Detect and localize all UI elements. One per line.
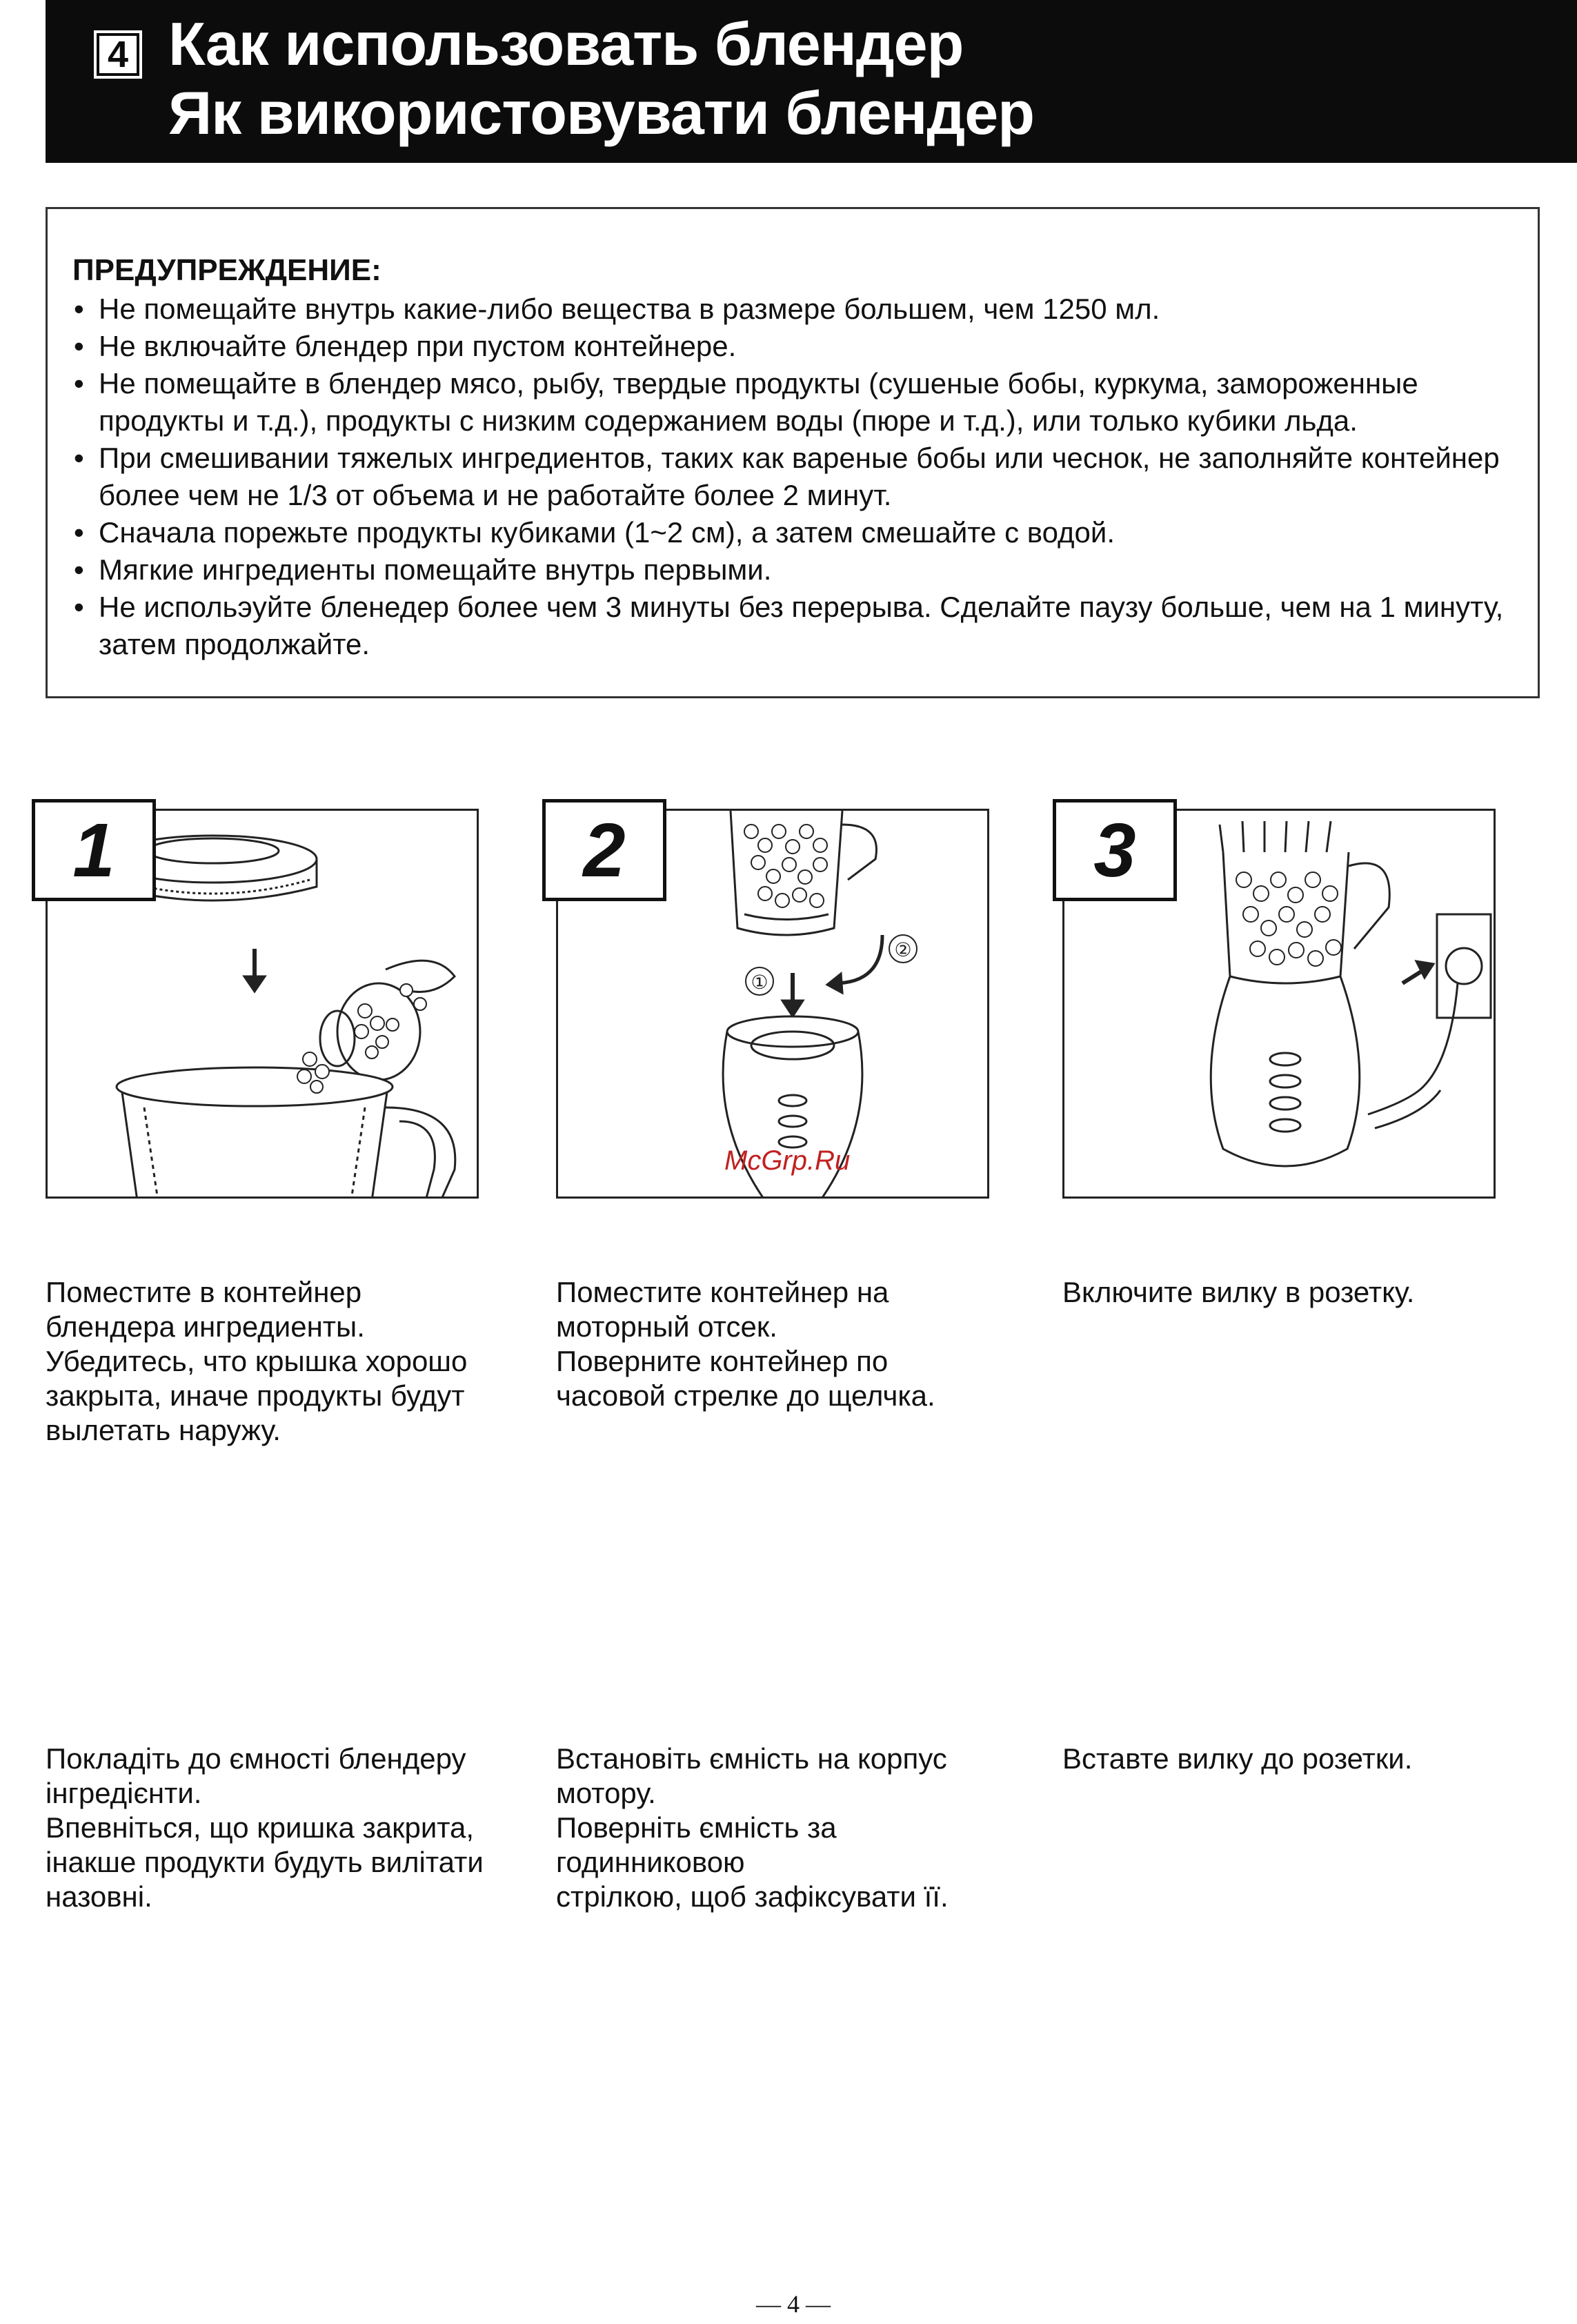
page-number: — 4 — xyxy=(756,2290,831,2318)
step-1-caption-uk: Покладіть до ємності блендеру інгредієнти. Впевніться, що кришка закрита, інакше продукти будуть вилітати назовні. xyxy=(46,1742,484,1913)
section-number-badge: 4 xyxy=(94,30,142,79)
warning-box xyxy=(46,207,1540,698)
step-1-caption-ru: Поместите в контейнер блендера ингредиенты. Убедитесь, что крышка хорошо закрыта, иначе продукты будут вылетать наружу. xyxy=(46,1276,468,1446)
warning-item: • Не испольэуйте бленедер более чем 3 минуты без перерыва. Сделайте паузу больше, чем на 1 минуту, затем продолжайте. xyxy=(72,589,1521,663)
title-uk: Як використовувати блендер xyxy=(168,79,1034,147)
warning-title: ПРЕДУПРЕЖДЕНИЕ: xyxy=(72,253,381,287)
warning-item: • Не помещайте в блендер мясо, рыбу, твердые продукты (сушеные бобы, куркума, замороженные продукты и т.д.), продукты с низким содержанием воды (пюре и т.д.), или только кубики льда. xyxy=(72,365,1521,440)
section-header xyxy=(46,0,1577,163)
step-3-number: 3 xyxy=(1053,799,1177,901)
warning-item: • Сначала порежьте продукты кубиками (1~2 см), а затем смешайте с водой. xyxy=(72,514,1521,551)
callout-2: ② xyxy=(894,938,912,961)
step-1-number: 1 xyxy=(32,799,156,901)
warning-item: • Мягкие ингредиенты помещайте внутрь первыми. xyxy=(72,551,1521,589)
warning-item: • Не помещайте внутрь какие-либо вещества в размере большем, чем 1250 мл. xyxy=(72,290,1521,328)
step-2-caption-uk: Встановіть ємність на корпус мотору. Поверніть ємність за годинниковою стрілкою, щоб зафіксувати її. xyxy=(556,1742,949,1913)
warning-list xyxy=(72,290,1521,663)
warning-item: • При смешивании тяжелых ингредиентов, таких как вареные бобы или чеснок, не заполняйте контейнер более чем не 1/3 от объема и не работайте более 2 минут. xyxy=(72,440,1521,514)
step-3-caption-uk: Вставте вилку до розетки. xyxy=(1062,1742,1413,1775)
callout-1: ① xyxy=(751,971,768,994)
title-ru: Как использовать блендер xyxy=(168,10,964,78)
watermark: McGrp.Ru xyxy=(724,1145,851,1176)
step-2-number: 2 xyxy=(542,799,666,901)
step-2-caption-ru: Поместите контейнер на моторный отсек. Поверните контейнер по часовой стрелке до щелчка. xyxy=(556,1276,935,1412)
step-3-caption-ru: Включите вилку в розетку. xyxy=(1062,1276,1415,1308)
warning-item: • Не включайте блендер при пустом контейнере. xyxy=(72,328,1521,365)
